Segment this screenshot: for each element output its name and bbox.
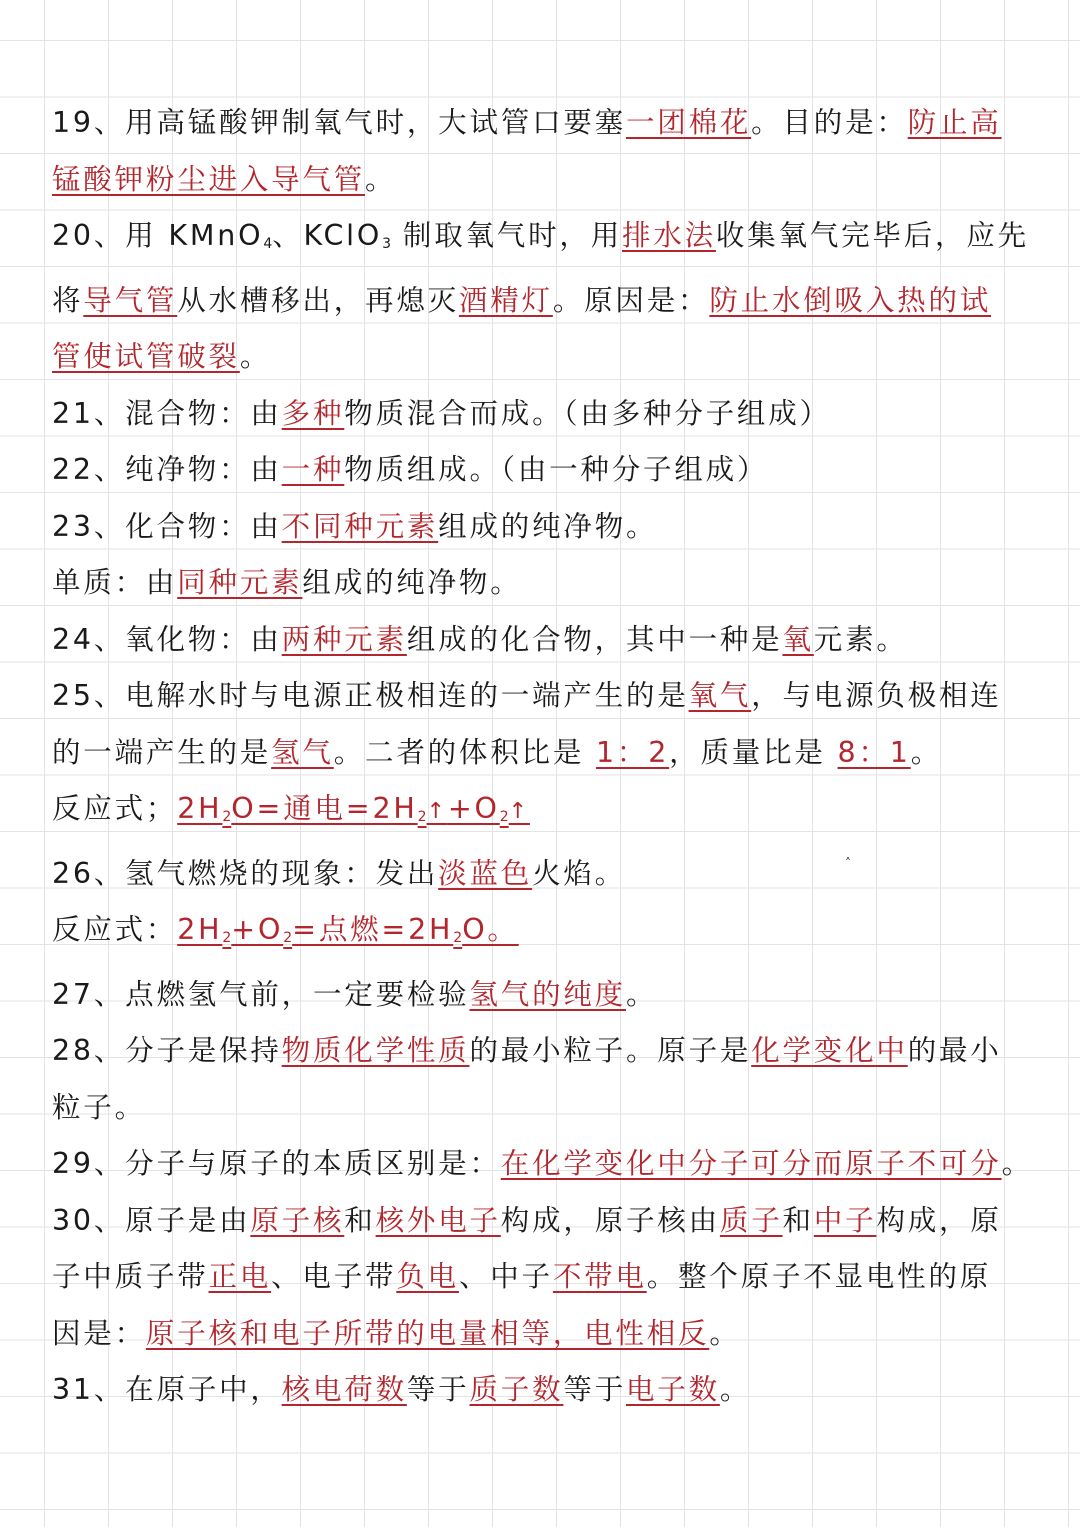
- answer-highlight: 淡蓝色: [438, 856, 533, 890]
- answer-highlight: 防止水倒吸入热的试: [709, 283, 992, 317]
- answer-highlight: O=通电=2H: [231, 792, 418, 825]
- note-item: [52, 1136, 1033, 1193]
- answer-highlight: 核外电子: [375, 1203, 501, 1237]
- plain-text: 组成的纯净物。: [438, 509, 658, 543]
- answer-subscript: 2: [499, 809, 509, 825]
- answer-highlight: 物质化学性质: [281, 1034, 470, 1067]
- note-line: [52, 208, 1027, 273]
- answer-highlight: 1：2: [595, 735, 670, 769]
- plain-text: 31、在原子中，: [52, 1373, 282, 1406]
- answer-highlight: 原子核和电子所带的电量相等，电性相反: [145, 1316, 710, 1350]
- note-item: [52, 555, 1027, 612]
- note-item: [52, 1362, 1027, 1419]
- plain-text: 23、化合物：由: [52, 509, 282, 543]
- answer-highlight: 氧: [782, 622, 814, 656]
- note-line: [52, 1306, 1027, 1363]
- answer-highlight: 2H: [177, 913, 223, 946]
- note-line: [52, 846, 1027, 903]
- plain-text: 单质：由: [52, 566, 178, 599]
- plain-text: 元素。: [813, 622, 908, 656]
- cursor-marker: ˄: [845, 856, 851, 870]
- note-line: [52, 1023, 1027, 1080]
- plain-text: 和: [344, 1203, 376, 1237]
- note-line: [52, 499, 1027, 556]
- plain-text: 从水槽移出，再熄灭: [177, 283, 459, 317]
- plain-text: 30、原子是由: [52, 1203, 251, 1237]
- plain-text: 、中子: [458, 1260, 553, 1293]
- note-item: [52, 781, 1027, 846]
- answer-highlight: 多种: [281, 396, 345, 430]
- answer-highlight: 核电荷数: [281, 1373, 407, 1406]
- plain-text: 的最小: [907, 1034, 1002, 1067]
- plain-text: 29、分子与原子的本质区别是：: [52, 1147, 501, 1180]
- answer-highlight: 8：1: [837, 735, 911, 769]
- note-item: [52, 442, 1027, 499]
- note-item: [52, 668, 1027, 781]
- note-item: [52, 612, 1027, 669]
- plain-text: 24、氧化物：由: [52, 622, 282, 656]
- note-line: [52, 668, 1027, 725]
- answer-highlight: 防止高: [907, 106, 1002, 139]
- plain-text: 等于: [406, 1373, 470, 1406]
- note-line: [52, 273, 1027, 330]
- answer-highlight: +O: [231, 913, 284, 946]
- answer-highlight: 负电: [396, 1260, 459, 1293]
- note-line: [52, 902, 1027, 967]
- note-item: [52, 902, 1027, 967]
- note-line: [52, 1362, 1027, 1419]
- answer-highlight: O。: [462, 913, 519, 946]
- note-line: [52, 1136, 1033, 1193]
- answer-highlight: 质子数: [469, 1373, 564, 1406]
- gas-arrow: ↑: [426, 799, 448, 824]
- plain-text: 27、点燃氢气前，一定要检验: [52, 977, 470, 1011]
- subscript: 4: [263, 236, 273, 252]
- answer-subscript: 2: [453, 930, 463, 946]
- answer-highlight: 电子数: [626, 1373, 720, 1406]
- plain-text: 28、分子是保持: [52, 1034, 282, 1067]
- note-line: [52, 612, 1027, 669]
- plain-text: 。目的是：: [751, 106, 908, 139]
- note-item: [52, 386, 1027, 443]
- answer-highlight: 不带电: [552, 1260, 647, 1293]
- answer-subscript: 2: [283, 930, 293, 946]
- note-line: [52, 1080, 1027, 1137]
- answer-highlight: 中子: [813, 1203, 877, 1237]
- answer-highlight: 氢气的纯度: [469, 977, 626, 1011]
- plain-text: 、KClO: [272, 219, 383, 252]
- gas-arrow: ↑: [508, 799, 530, 824]
- plain-text: 。: [709, 1316, 741, 1350]
- note-line: [52, 329, 1027, 386]
- answer-highlight: 2H: [177, 792, 223, 825]
- note-line: [52, 725, 1027, 782]
- note-item: [52, 846, 1027, 903]
- answer-highlight: 酒精灯: [458, 283, 553, 317]
- note-item: [52, 1193, 1027, 1363]
- subscript: 3: [382, 236, 392, 252]
- plain-text: 等于: [563, 1373, 626, 1406]
- plain-text: 组成的纯净物。: [302, 566, 522, 599]
- plain-text: ，与电源负极相连: [751, 679, 1002, 712]
- note-item: [52, 208, 1027, 386]
- plain-text: 反应式；: [52, 792, 178, 825]
- plain-text: 粒子。: [52, 1090, 146, 1124]
- note-item: [52, 95, 1027, 208]
- note-line: [52, 386, 1027, 443]
- plain-text: 。: [625, 977, 658, 1011]
- plain-text: 的最小粒子。原子是: [469, 1034, 752, 1067]
- plain-text: 。原因是：: [552, 283, 710, 317]
- plain-text: 的一端产生的是: [52, 735, 272, 769]
- answer-highlight: 不同种元素: [281, 509, 439, 543]
- answer-highlight: 两种元素: [281, 622, 407, 656]
- answer-highlight: 一种: [281, 453, 345, 486]
- plain-text: 构成，原: [876, 1203, 1002, 1237]
- plain-text: 、电子带: [271, 1260, 397, 1293]
- note-line: [52, 967, 1027, 1024]
- plain-text: 物质混合而成。（由多种分子组成）: [344, 396, 831, 430]
- plain-text: 19、用高锰酸钾制氧气时，大试管口要塞: [52, 106, 626, 139]
- answer-highlight: 氧气: [688, 679, 752, 712]
- answer-highlight: 锰酸钾粉尘进入导气管: [52, 162, 366, 196]
- notes-page: [52, 95, 1033, 1419]
- plain-text: 。: [910, 735, 943, 769]
- plain-text: 物质组成。（由一种分子组成）: [344, 453, 769, 486]
- plain-text: 收集氧气完毕后，应先: [715, 219, 1029, 252]
- plain-text: 。整个原子不显电性的原: [646, 1260, 992, 1293]
- answer-highlight: 一团棉花: [625, 106, 752, 139]
- plain-text: 25、电解水时与电源正极相连的一端产生的是: [52, 679, 689, 712]
- answer-highlight: 在化学变化中分子可分而原子不可分: [500, 1147, 1002, 1180]
- plain-text: ，质量比是: [669, 735, 838, 769]
- plain-text: 制取氧气时，用: [391, 219, 623, 252]
- note-item: [52, 499, 1027, 556]
- answer-subscript: 2: [222, 809, 232, 825]
- plain-text: 因是：: [52, 1316, 146, 1350]
- note-line: [52, 781, 1027, 846]
- answer-subscript: 2: [222, 930, 232, 946]
- note-line: [52, 95, 1027, 152]
- plain-text: 。: [719, 1373, 752, 1406]
- note-item: [52, 1023, 1027, 1136]
- note-line: [52, 555, 1027, 612]
- plain-text: 。: [239, 340, 272, 373]
- answer-highlight: =点燃=2H: [292, 913, 454, 946]
- answer-highlight: 排水法: [622, 219, 716, 252]
- plain-text: 。: [365, 162, 397, 196]
- plain-text: 26、氢气燃烧的现象：发出: [52, 856, 439, 890]
- answer-highlight: 管使试管破裂: [52, 340, 240, 373]
- plain-text: 构成，原子核由: [500, 1203, 720, 1237]
- note-line: [52, 1193, 1027, 1250]
- plain-text: 将: [52, 283, 84, 317]
- plain-text: 22、纯净物：由: [52, 453, 282, 486]
- answer-highlight: 原子核: [250, 1203, 345, 1237]
- answer-subscript: 2: [417, 809, 427, 825]
- plain-text: 20、用 KMnO: [52, 219, 264, 252]
- note-item: [52, 967, 1027, 1024]
- answer-highlight: 导气管: [83, 283, 178, 317]
- answer-highlight: 氢气: [271, 735, 334, 769]
- plain-text: 21、混合物：由: [52, 396, 282, 430]
- plain-text: 组成的化合物，其中一种是: [406, 622, 783, 656]
- plain-text: 子中质子带: [52, 1260, 209, 1293]
- answer-highlight: 同种元素: [177, 566, 303, 599]
- answer-highlight: 正电: [208, 1260, 272, 1293]
- plain-text: 。二者的体积比是: [333, 735, 596, 769]
- plain-text: 。: [1001, 1147, 1033, 1180]
- answer-highlight: 质子: [719, 1203, 783, 1237]
- plain-text: 反应式：: [52, 913, 178, 946]
- plain-text: 火焰。: [532, 856, 626, 890]
- answer-highlight: +O: [447, 792, 500, 825]
- note-line: [52, 152, 1027, 209]
- plain-text: 和: [782, 1203, 814, 1237]
- note-line: [52, 442, 1027, 499]
- answer-highlight: 化学变化中: [751, 1034, 908, 1067]
- note-line: [52, 1249, 1027, 1306]
